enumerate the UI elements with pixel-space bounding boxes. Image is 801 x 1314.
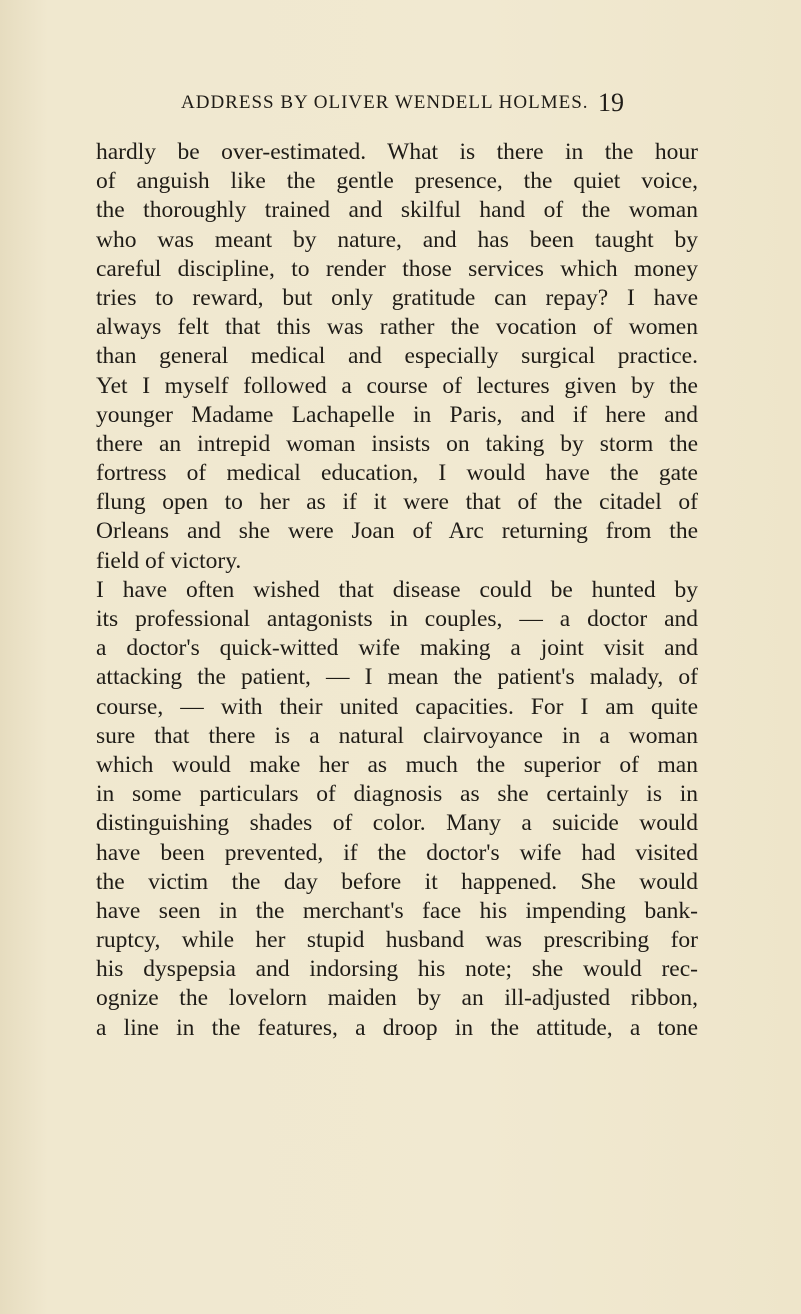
text-line: careful discipline, to render those services which money xyxy=(96,255,698,282)
text-line: of anguish like the gentle presence, the quiet voice, xyxy=(96,168,698,195)
text-line: flung open to her as if it were that of the citadel of xyxy=(96,489,698,516)
page-number: 19 xyxy=(598,88,624,117)
text-line: fortress of medical education, I would have the gate xyxy=(96,460,698,487)
text-line: its professional antagonists in couples, — a doctor and xyxy=(96,606,698,632)
text-line: younger Madame Lachapelle in Paris, and if here and xyxy=(96,401,698,428)
running-head: ADDRESS BY OLIVER WENDELL HOLMES. xyxy=(181,92,589,113)
text-line: ruptcy, while her stupid husband was prescribing for xyxy=(96,927,698,954)
text-line: the thoroughly trained and skilful hand of the woman xyxy=(96,197,698,224)
text-line: tries to reward, but only gratitude can repay? I have xyxy=(96,284,698,311)
text-line: a line in the features, a droop in the attitude, a tone xyxy=(96,1014,698,1041)
page-header xyxy=(0,88,801,120)
text-line: always felt that this was rather the vocation of women xyxy=(96,314,698,341)
text-line: who was meant by nature, and has been taught by xyxy=(96,226,698,253)
text-line: have seen in the merchant's face his impending bank- xyxy=(96,897,698,924)
text-line: I have often wished that disease could be hunted by xyxy=(96,576,698,603)
text-line: have been prevented, if the doctor's wife had visited xyxy=(96,839,698,866)
text-line: Yet I myself followed a course of lectures given by the xyxy=(96,372,698,399)
text-line: field of victory. xyxy=(96,547,242,574)
text-line: hardly be over-estimated. What is there in the hour xyxy=(96,139,698,165)
text-line: ognize the lovelorn maiden by an ill-adjusted ribbon, xyxy=(96,985,698,1012)
text-line: a doctor's quick-witted wife making a joint visit and xyxy=(96,635,698,662)
text-line: which would make her as much the superior of man xyxy=(96,751,698,778)
text-line: attacking the patient, — I mean the patient's malady, of xyxy=(96,664,698,691)
text-line: than general medical and especially surgical practice. xyxy=(96,343,698,370)
text-line: Orleans and she were Joan of Arc returning from the xyxy=(96,518,698,545)
text-line: the victim the day before it happened. She would xyxy=(96,868,698,895)
text-line: sure that there is a natural clairvoyance in a woman xyxy=(96,722,698,749)
body-text xyxy=(96,138,698,1043)
text-line: course, — with their united capacities. For I am quite xyxy=(96,693,698,720)
text-line: distinguishing shades of color. Many a suicide would xyxy=(96,810,698,837)
text-line: his dyspepsia and indorsing his note; she would rec- xyxy=(96,956,698,983)
text-line: there an intrepid woman insists on taking by storm the xyxy=(96,430,698,457)
text-line: in some particulars of diagnosis as she certainly is in xyxy=(96,781,698,808)
